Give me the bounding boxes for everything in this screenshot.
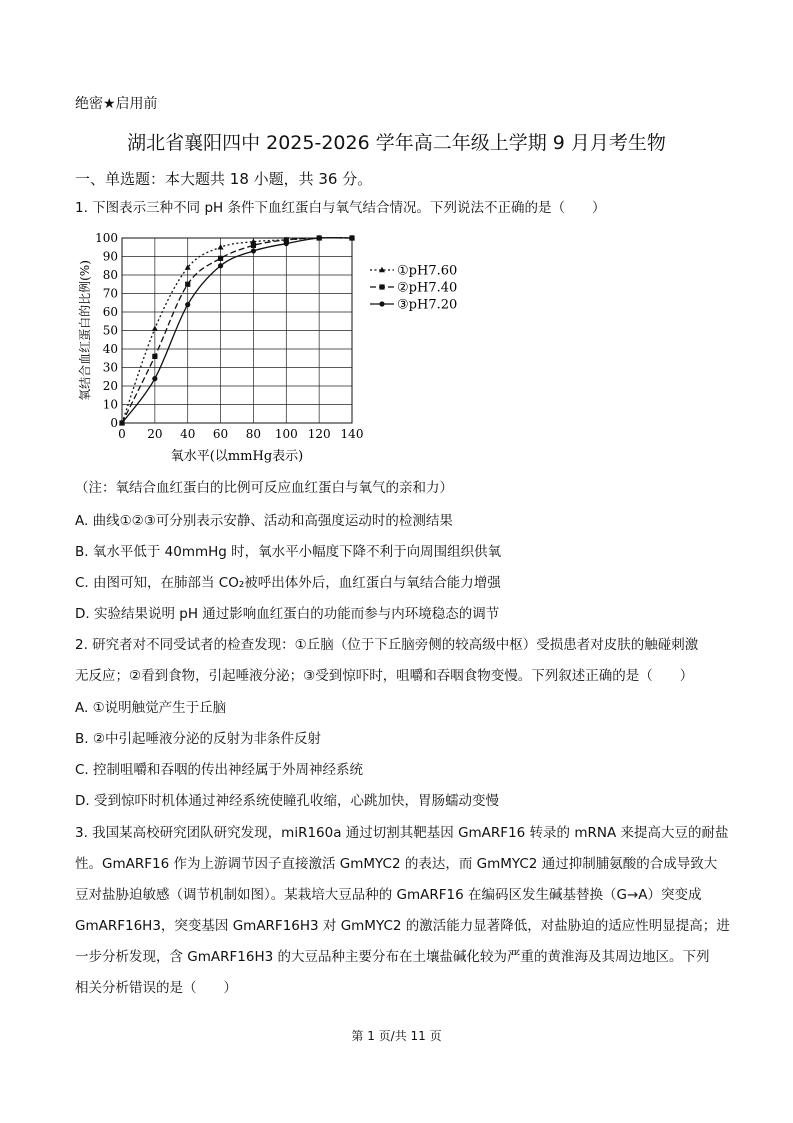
x-tick-label: 80 xyxy=(245,427,262,441)
legend-marker-3 xyxy=(379,301,384,306)
data-point-series-3 xyxy=(349,235,354,240)
x-tick-label: 60 xyxy=(212,427,229,441)
section-heading: 一、单选题：本大题共 18 小题，共 36 分。 xyxy=(75,170,373,188)
q2-option-c: C. 控制咀嚼和吞咽的传出神经属于外周神经系统 xyxy=(75,762,364,778)
legend-marker-2 xyxy=(379,284,384,289)
x-axis-label: 氧水平(以mmHg表示) xyxy=(170,449,304,464)
q2-option-a: A. ①说明触觉产生于丘脑 xyxy=(75,700,227,716)
y-tick-label: 40 xyxy=(102,342,118,356)
data-point-series-2 xyxy=(152,354,157,359)
page-footer: 第 1 页/共 11 页 xyxy=(351,1029,442,1043)
y-axis-label: 氧结合血红蛋白的比例(%) xyxy=(78,260,92,401)
q1-stem: 1. 下图表示三种不同 pH 条件下血红蛋白与氧气结合情况。下列说法不正确的是（ ） xyxy=(75,200,606,216)
legend-label-2: ②pH7.40 xyxy=(397,280,458,296)
q2-option-b: B. ②中引起唾液分泌的反射为非条件反射 xyxy=(75,731,321,747)
y-tick-label: 20 xyxy=(102,379,118,393)
data-point-series-2 xyxy=(218,256,223,261)
x-tick-label: 0 xyxy=(118,427,126,441)
y-tick-label: 80 xyxy=(102,268,118,282)
q3-line-1: 3. 我国某高校研究团队研究发现，miR160a 通过切割其靶基因 GmARF16 转录的 mRNA 来提高大豆的耐盐 xyxy=(75,825,729,841)
q1-option-a: A. 曲线①②③可分别表示安静、活动和高强度运动时的检测结果 xyxy=(75,513,453,529)
q3-line-2: 性。GmARF16 作为上游调节因子直接激活 GmMYC2 的表达，而 GmMYC2 通过抑制脯氨酸的合成导致大 xyxy=(75,856,718,872)
data-point-series-3 xyxy=(152,376,157,381)
data-point-series-2 xyxy=(251,243,256,248)
data-point-series-3 xyxy=(284,241,289,246)
x-tick-label: 140 xyxy=(340,427,364,441)
q3-line-4: GmARF16H3，突变基因 GmARF16H3 对 GmMYC2 的激活能力显著降低，对盐胁迫的适应性明显提高；进 xyxy=(75,918,730,934)
data-point-series-3 xyxy=(317,235,322,240)
x-tick-label: 20 xyxy=(147,427,163,441)
y-tick-label: 0 xyxy=(110,416,118,430)
y-tick-label: 50 xyxy=(102,323,118,338)
x-tick-label: 40 xyxy=(180,427,196,441)
q3-line-3: 豆对盐胁迫敏感（调节机制如图）。某栽培大豆品种的 GmARF16 在编码区发生碱基替换（G→A）突变成 xyxy=(75,887,702,903)
oxygen-binding-chart xyxy=(70,225,470,475)
q3-line-5: 一步分析发现，含 GmARF16H3 的大豆品种主要分布在土壤盐碱化较为严重的黄淮海及其周边地区。下列 xyxy=(75,949,710,965)
y-tick-label: 30 xyxy=(102,360,118,375)
q1-note: （注：氧结合血红蛋白的比例可反应血红蛋白与氧气的亲和力） xyxy=(75,480,453,496)
data-point-series-2 xyxy=(185,282,190,287)
q1-option-c: C. 由图可知，在肺部当 CO₂被呼出体外后，血红蛋白与氧结合能力增强 xyxy=(75,575,501,591)
y-tick-label: 70 xyxy=(102,286,118,301)
y-tick-label: 10 xyxy=(102,397,118,412)
q2-stem-line1: 2. 研究者对不同受试者的检查发现：①丘脑（位于下丘脑旁侧的较高级中枢）受损患者对皮肤的触碰刺激 xyxy=(75,637,699,653)
q3-line-6: 相关分析错误的是（ ） xyxy=(75,980,237,996)
data-point-series-1 xyxy=(152,325,158,330)
y-tick-label: 90 xyxy=(102,249,118,264)
data-point-series-3 xyxy=(185,302,190,307)
y-tick-label: 60 xyxy=(102,305,118,319)
q2-option-d: D. 受到惊吓时机体通过神经系统使瞳孔收缩，心跳加快，胃肠蠕动变慢 xyxy=(75,793,499,809)
exam-title: 湖北省襄阳四中 2025-2026 学年高二年级上学期 9 月月考生物 xyxy=(127,132,666,154)
data-point-series-3 xyxy=(119,420,124,425)
x-tick-label: 120 xyxy=(307,427,331,441)
legend-label-1: ①pH7.60 xyxy=(397,263,458,279)
legend-label-3: ③pH7.20 xyxy=(397,297,458,313)
q1-option-d: D. 实验结果说明 pH 通过影响血红蛋白的功能而参与内环境稳态的调节 xyxy=(75,606,500,622)
q2-stem-line2: 无反应；②看到食物，引起唾液分泌；③受到惊吓时，咀嚼和吞咽食物变慢。下列叙述正确的是（ ） xyxy=(75,668,694,684)
q1-option-b: B. 氧水平低于 40mmHg 时，氧水平小幅度下降不利于向周围组织供氧 xyxy=(75,544,502,560)
y-tick-label: 100 xyxy=(95,231,118,245)
data-point-series-3 xyxy=(251,248,256,253)
data-point-series-1 xyxy=(218,244,224,249)
confidential-label: 绝密★启用前 xyxy=(75,96,158,112)
data-point-series-3 xyxy=(218,263,223,268)
x-tick-label: 100 xyxy=(274,427,298,441)
